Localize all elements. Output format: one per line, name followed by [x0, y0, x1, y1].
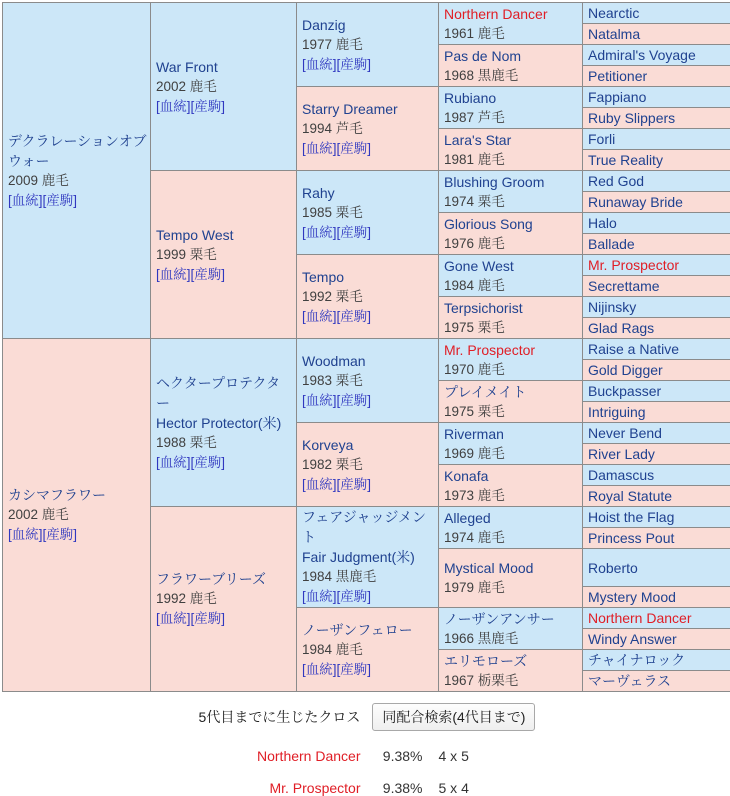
horse-name-link[interactable]: River Lady [588, 444, 728, 464]
pedigree-cell-gen4 [439, 213, 583, 255]
offspring-link[interactable]: [産駒] [191, 455, 226, 470]
horse-year-coat: 1992 鹿毛 [156, 589, 294, 609]
horse-year-coat: 1977 鹿毛 [302, 35, 436, 55]
horse-links [8, 191, 148, 211]
offspring-link[interactable]: [産駒] [337, 393, 372, 408]
horse-year-coat: 2002 鹿毛 [8, 505, 148, 525]
horse-name-link[interactable]: Mr. Prospector [444, 340, 580, 360]
bloodline-link[interactable]: [血統] [156, 611, 191, 626]
horse-name-link[interactable]: Runaway Bride [588, 192, 728, 212]
horse-year-coat: 1976 鹿毛 [444, 234, 580, 254]
cross-section [2, 702, 730, 796]
pedigree-cell-gen5 [583, 587, 730, 608]
horse-name-link[interactable]: Pas de Nom [444, 46, 580, 66]
horse-name-link[interactable]: Princess Pout [588, 528, 728, 548]
horse-name-link[interactable]: Ruby Slippers [588, 108, 728, 128]
horse-name-link[interactable]: フラワーブリーズ [156, 569, 294, 589]
offspring-link[interactable]: [産駒] [191, 267, 226, 282]
pedigree-cell-gen5 [583, 402, 730, 423]
pedigree-cell-gen3 [297, 171, 439, 255]
bloodline-link[interactable]: [血統] [302, 309, 337, 324]
pedigree-cell-gen2 [151, 171, 297, 339]
offspring-link[interactable]: [産駒] [337, 662, 372, 677]
horse-name-link[interactable]: Alleged [444, 508, 580, 528]
horse-year-coat: 1999 栗毛 [156, 245, 294, 265]
bloodline-link[interactable]: [血統] [302, 662, 337, 677]
horse-name-link[interactable]: Roberto [588, 558, 728, 578]
horse-year-coat: 1973 鹿毛 [444, 486, 580, 506]
horse-links [302, 391, 436, 411]
pedigree-cell-gen5 [583, 360, 730, 381]
horse-year-coat: 1974 鹿毛 [444, 528, 580, 548]
bloodline-link[interactable]: [血統] [8, 193, 43, 208]
horse-name-link[interactable]: Mystical Mood [444, 558, 580, 578]
pedigree-cell-gen5 [583, 444, 730, 465]
pedigree-cell-gen4 [439, 129, 583, 171]
horse-name-link[interactable]: Starry Dreamer [302, 99, 436, 119]
bloodline-link[interactable]: [血統] [302, 141, 337, 156]
horse-year-coat: 1983 栗毛 [302, 371, 436, 391]
bloodline-link[interactable]: [血統] [302, 57, 337, 72]
horse-year-coat: 1985 栗毛 [302, 203, 436, 223]
pedigree-cell-gen5 [583, 608, 730, 629]
horse-name-link[interactable]: Secrettame [588, 276, 728, 296]
pedigree-cell-gen5 [583, 528, 730, 549]
horse-name-link[interactable]: Mr. Prospector [588, 255, 728, 275]
horse-name-link[interactable]: Blushing Groom [444, 172, 580, 192]
horse-year-coat: 1975 栗毛 [444, 402, 580, 422]
horse-links [302, 139, 436, 159]
pedigree-cell-gen5 [583, 507, 730, 528]
pedigree-cell-gen5 [583, 276, 730, 297]
horse-name-link[interactable]: Intriguing [588, 402, 728, 422]
horse-name-link[interactable]: チャイナロック [588, 650, 728, 670]
horse-year-coat: 1982 栗毛 [302, 455, 436, 475]
horse-name-link[interactable]: Nijinsky [588, 297, 728, 317]
horse-name-en-link[interactable]: Hector Protector(米) [156, 413, 294, 433]
pedigree-cell-gen3 [297, 87, 439, 171]
pedigree-cell-gen4 [439, 45, 583, 87]
bloodline-link[interactable]: [血統] [156, 99, 191, 114]
horse-name-link[interactable]: フェアジャッジメント [302, 507, 436, 547]
horse-name-link[interactable]: Red God [588, 171, 728, 191]
horse-links [156, 265, 294, 285]
pedigree-cell-gen3 [297, 339, 439, 423]
horse-year-coat: 1988 栗毛 [156, 433, 294, 453]
horse-year-coat: 1967 栃栗毛 [444, 671, 580, 691]
horse-name-link[interactable]: Ballade [588, 234, 728, 254]
pedigree-cell-gen4 [439, 171, 583, 213]
horse-name-link[interactable]: War Front [156, 57, 294, 77]
horse-name-link[interactable]: Gone West [444, 256, 580, 276]
horse-links [302, 223, 436, 243]
pedigree-cell-gen4 [439, 3, 583, 45]
bloodline-link[interactable]: [血統] [156, 455, 191, 470]
horse-name-link[interactable]: Hoist the Flag [588, 507, 728, 527]
horse-name-link[interactable]: Rubiano [444, 88, 580, 108]
horse-name-link[interactable]: Rahy [302, 183, 436, 203]
bloodline-link[interactable]: [血統] [8, 527, 43, 542]
horse-year-coat: 2002 鹿毛 [156, 77, 294, 97]
horse-name-link[interactable]: デクラレーションオブウォー [8, 131, 148, 171]
offspring-link[interactable]: [産駒] [43, 193, 78, 208]
horse-links [156, 97, 294, 117]
offspring-link[interactable]: [産駒] [337, 477, 372, 492]
cross-row [2, 780, 730, 796]
bloodline-link[interactable]: [血統] [302, 477, 337, 492]
pedigree-cell-gen5 [583, 24, 730, 45]
cross-horse-name-link[interactable]: Mr. Prospector [116, 780, 361, 796]
horse-links [156, 609, 294, 629]
cross-percent: 9.38% [361, 780, 423, 796]
horse-year-coat: 1987 芦毛 [444, 108, 580, 128]
pedigree-cell-gen5 [583, 45, 730, 66]
pedigree-cell-gen5 [583, 549, 730, 587]
same-mating-search-button[interactable]: 同配合検索(4代目まで) [372, 703, 535, 731]
horse-name-link[interactable]: ノーザンアンサー [444, 609, 580, 629]
pedigree-cell-gen1 [3, 3, 151, 339]
pedigree-cell-gen1 [3, 339, 151, 692]
pedigree-cell-gen2 [151, 507, 297, 692]
horse-links [302, 55, 436, 75]
cross-generations: 5 x 4 [439, 780, 619, 796]
pedigree-cell-gen4 [439, 87, 583, 129]
horse-year-coat: 1969 鹿毛 [444, 444, 580, 464]
pedigree-cell-gen5 [583, 423, 730, 444]
horse-name-link[interactable]: Never Bend [588, 423, 728, 443]
pedigree-cell-gen4 [439, 381, 583, 423]
horse-name-link[interactable]: Damascus [588, 465, 728, 485]
pedigree-cell-gen2 [151, 3, 297, 171]
pedigree-cell-gen4 [439, 650, 583, 692]
pedigree-cell-gen4 [439, 423, 583, 465]
horse-name-link[interactable]: Tempo [302, 267, 436, 287]
offspring-link[interactable]: [産駒] [337, 225, 372, 240]
pedigree-cell-gen4 [439, 297, 583, 339]
offspring-link[interactable]: [産駒] [337, 589, 372, 604]
horse-links [8, 525, 148, 545]
pedigree-cell-gen4 [439, 507, 583, 549]
pedigree-cell-gen5 [583, 297, 730, 318]
bloodline-link[interactable]: [血統] [302, 225, 337, 240]
pedigree-cell-gen5 [583, 318, 730, 339]
horse-name-link[interactable]: エリモローズ [444, 651, 580, 671]
horse-year-coat: 1984 鹿毛 [444, 276, 580, 296]
offspring-link[interactable]: [産駒] [191, 99, 226, 114]
pedigree-cell-gen5 [583, 129, 730, 150]
horse-name-link[interactable]: Royal Statute [588, 486, 728, 506]
horse-links [302, 660, 436, 680]
pedigree-cell-gen5 [583, 150, 730, 171]
horse-name-link[interactable]: Halo [588, 213, 728, 233]
pedigree-cell-gen5 [583, 650, 730, 671]
horse-year-coat: 1981 鹿毛 [444, 150, 580, 170]
pedigree-cell-gen5 [583, 255, 730, 276]
pedigree-cell-gen5 [583, 629, 730, 650]
horse-name-link[interactable]: Petitioner [588, 66, 728, 86]
horse-name-link[interactable]: ヘクタープロテクター [156, 373, 294, 413]
bloodline-link[interactable]: [血統] [302, 393, 337, 408]
bloodline-link[interactable]: [血統] [156, 267, 191, 282]
horse-year-coat: 1961 鹿毛 [444, 24, 580, 44]
horse-name-link[interactable]: プレイメイト [444, 382, 580, 402]
horse-name-link[interactable]: Glorious Song [444, 214, 580, 234]
pedigree-cell-gen5 [583, 87, 730, 108]
horse-year-coat: 1975 栗毛 [444, 318, 580, 338]
pedigree-table-body [3, 3, 730, 692]
pedigree-cell-gen4 [439, 549, 583, 608]
horse-links [156, 453, 294, 473]
horse-name-link[interactable]: Northern Dancer [444, 4, 580, 24]
pedigree-cell-gen3 [297, 3, 439, 87]
horse-name-link[interactable]: Lara's Star [444, 130, 580, 150]
horse-name-link[interactable]: Raise a Native [588, 339, 728, 359]
horse-year-coat: 1968 黒鹿毛 [444, 66, 580, 86]
horse-name-link[interactable]: Buckpasser [588, 381, 728, 401]
horse-name-link[interactable]: マーヴェラス [588, 671, 728, 691]
pedigree-cell-gen5 [583, 171, 730, 192]
pedigree-cell-gen5 [583, 192, 730, 213]
cross-row [2, 748, 730, 764]
horse-name-link[interactable]: Mystery Mood [588, 587, 728, 607]
pedigree-cell-gen4 [439, 255, 583, 297]
horse-name-link[interactable]: Gold Digger [588, 360, 728, 380]
pedigree-cell-gen5 [583, 234, 730, 255]
horse-name-link[interactable]: Windy Answer [588, 629, 728, 649]
horse-name-link[interactable]: Korveya [302, 435, 436, 455]
pedigree-cell-gen5 [583, 671, 730, 692]
horse-year-coat: 1979 鹿毛 [444, 578, 580, 598]
horse-name-link[interactable]: カシマフラワー [8, 485, 148, 505]
pedigree-table [2, 2, 730, 692]
horse-name-link[interactable]: Woodman [302, 351, 436, 371]
horse-year-coat: 1992 栗毛 [302, 287, 436, 307]
bloodline-link[interactable]: [血統] [302, 589, 337, 604]
horse-links [302, 475, 436, 495]
offspring-link[interactable]: [産駒] [337, 309, 372, 324]
horse-year-coat: 1984 鹿毛 [302, 640, 436, 660]
cross-caption: 5代目までに生じたクロス [199, 707, 361, 727]
horse-links [302, 587, 436, 607]
horse-name-link[interactable]: Konafa [444, 466, 580, 486]
offspring-link[interactable]: [産駒] [191, 611, 226, 626]
horse-links [302, 307, 436, 327]
cross-percent: 9.38% [361, 748, 423, 764]
cross-header [2, 702, 730, 732]
horse-name-link[interactable]: True Reality [588, 150, 728, 170]
pedigree-cell-gen3 [297, 423, 439, 507]
horse-name-link[interactable]: Glad Rags [588, 318, 728, 338]
horse-year-coat: 1984 黒鹿毛 [302, 567, 436, 587]
pedigree-cell-gen4 [439, 339, 583, 381]
pedigree-cell-gen5 [583, 108, 730, 129]
offspring-link[interactable]: [産駒] [337, 141, 372, 156]
horse-name-link[interactable]: Forli [588, 129, 728, 149]
horse-name-link[interactable]: Terpsichorist [444, 298, 580, 318]
pedigree-cell-gen5 [583, 339, 730, 360]
pedigree-cell-gen5 [583, 66, 730, 87]
horse-name-link[interactable]: Fappiano [588, 87, 728, 107]
horse-year-coat: 1966 黒鹿毛 [444, 629, 580, 649]
pedigree-cell-gen2 [151, 339, 297, 507]
pedigree-cell-gen5 [583, 213, 730, 234]
horse-year-coat: 1994 芦毛 [302, 119, 436, 139]
horse-name-link[interactable]: Danzig [302, 15, 436, 35]
horse-name-link[interactable]: Admiral's Voyage [588, 45, 728, 65]
pedigree-cell-gen4 [439, 608, 583, 650]
cross-horse-name-link[interactable]: Northern Dancer [116, 748, 361, 764]
horse-name-link[interactable]: ノーザンフェロー [302, 620, 436, 640]
horse-name-en-link[interactable]: Fair Judgment(米) [302, 547, 436, 567]
horse-name-link[interactable]: Riverman [444, 424, 580, 444]
offspring-link[interactable]: [産駒] [337, 57, 372, 72]
horse-name-link[interactable]: Nearctic [588, 3, 728, 23]
pedigree-cell-gen3 [297, 608, 439, 692]
pedigree-cell-gen4 [439, 465, 583, 507]
horse-year-coat: 1974 栗毛 [444, 192, 580, 212]
pedigree-cell-gen5 [583, 3, 730, 24]
horse-year-coat: 2009 鹿毛 [8, 171, 148, 191]
pedigree-cell-gen5 [583, 486, 730, 507]
pedigree-cell-gen5 [583, 381, 730, 402]
horse-name-link[interactable]: Northern Dancer [588, 608, 728, 628]
cross-generations: 4 x 5 [439, 748, 619, 764]
pedigree-cell-gen3 [297, 507, 439, 608]
horse-year-coat: 1970 鹿毛 [444, 360, 580, 380]
horse-name-link[interactable]: Tempo West [156, 225, 294, 245]
pedigree-cell-gen3 [297, 255, 439, 339]
offspring-link[interactable]: [産駒] [43, 527, 78, 542]
horse-name-link[interactable]: Natalma [588, 24, 728, 44]
pedigree-cell-gen5 [583, 465, 730, 486]
